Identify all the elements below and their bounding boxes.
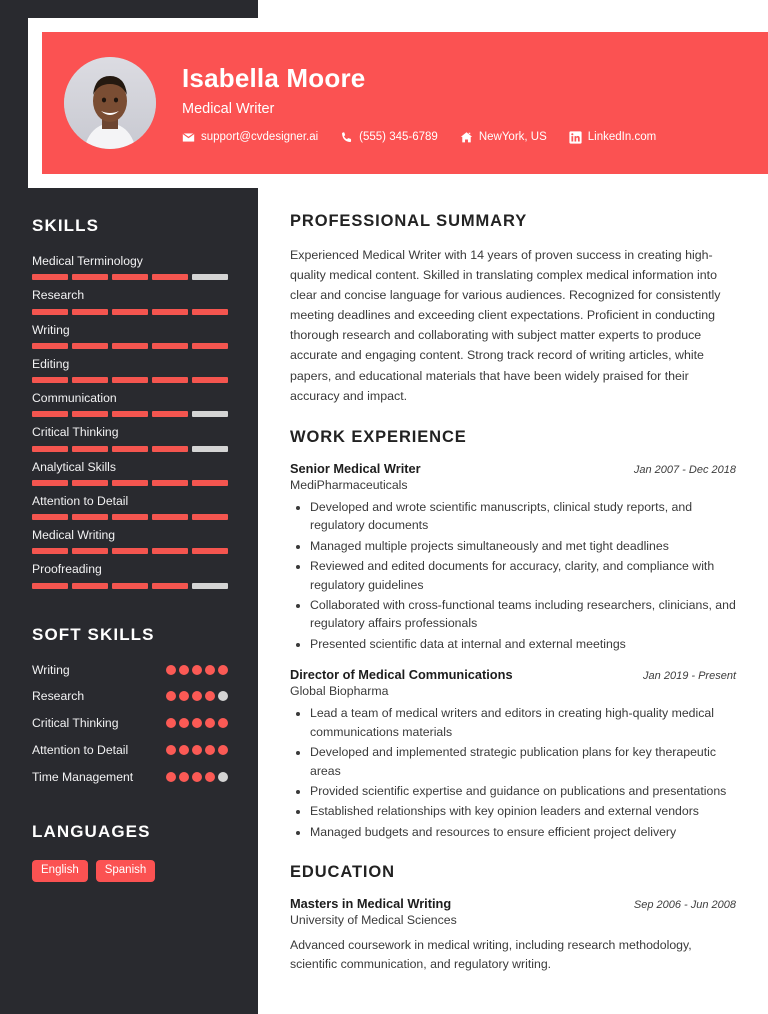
skill-segment <box>72 514 108 520</box>
skill-segment <box>192 377 228 383</box>
language-chip: English <box>32 860 88 882</box>
skill-segment <box>192 514 228 520</box>
rating-dot <box>205 718 215 728</box>
skill-segment <box>72 343 108 349</box>
soft-skill-label: Critical Thinking <box>32 716 119 731</box>
skill-segment <box>72 583 108 589</box>
rating-dot <box>205 665 215 675</box>
rating-dot <box>166 691 176 701</box>
skill-segment <box>192 480 228 486</box>
skill-segment <box>72 548 108 554</box>
job-bullet: • Managed multiple projects simultaneously and met tight deadlines <box>310 537 736 555</box>
education-entry-header <box>290 896 736 911</box>
soft-skill-row <box>32 663 228 679</box>
skill-level-bar <box>32 480 228 486</box>
rating-dot <box>218 745 228 755</box>
experience-heading: WORK EXPERIENCE <box>290 427 467 446</box>
skill-segment <box>112 480 148 486</box>
rating-dot <box>192 665 202 675</box>
job-bullet: • Developed and wrote scientific manuscripts, clinical study reports, and regulatory documents <box>310 498 736 535</box>
skill-row <box>32 357 228 383</box>
avatar <box>64 57 156 149</box>
skill-segment <box>32 446 68 452</box>
main-column <box>290 212 736 996</box>
job-organization: MediPharmaceuticals <box>290 477 408 492</box>
contact-location <box>460 131 547 144</box>
skill-segment <box>32 274 68 280</box>
skill-segment <box>192 548 228 554</box>
skills-heading: SKILLS <box>32 216 100 235</box>
person-photo-icon <box>64 57 156 149</box>
contact-phone-text: (555) 345-6789 <box>359 130 438 143</box>
summary-text: Experienced Medical Writer with 14 years of proven success in creating high-quality medical content. Skilled in translating complex medical information into clear and concise language for various audiences. Recognized for consistently meeting deadlines and exceeding client expectations. Proficient in conducting thorough research and collaborating with subject matter experts to produce accurate and engaging content. Strong track record of writing articles, white papers, and educational materials that have been widely praised for their accuracy and impact. <box>290 248 721 403</box>
skill-segment <box>192 583 228 589</box>
contact-list <box>182 131 678 144</box>
skill-row <box>32 562 228 588</box>
skill-level-bar <box>32 514 228 520</box>
degree-title: Masters in Medical Writing <box>290 896 452 912</box>
rating-dot <box>192 745 202 755</box>
job-bullet-list <box>290 498 736 654</box>
skill-segment <box>112 548 148 554</box>
skill-label: Analytical Skills <box>32 459 116 474</box>
skill-segment <box>32 480 68 486</box>
skill-level-bar <box>32 411 228 417</box>
skill-segment <box>112 309 148 315</box>
skill-label: Medical Writing <box>32 528 116 542</box>
header-frame <box>28 18 768 188</box>
job-title: Director of Medical Communications <box>290 667 513 683</box>
skill-segment <box>32 514 68 520</box>
soft-skill-row <box>32 689 228 705</box>
job-bullet: • Collaborated with cross-functional teams including researchers, clinicians, and regulatory affairs professionals <box>310 596 736 633</box>
skill-segment <box>32 548 68 554</box>
skill-segment <box>32 377 68 383</box>
skill-segment <box>112 343 148 349</box>
soft-skill-rating <box>166 663 228 675</box>
experience-entry <box>290 461 736 654</box>
skill-segment <box>72 274 108 280</box>
rating-dot <box>218 665 228 675</box>
rating-dot <box>192 691 202 701</box>
degree-date-range: Sep 2006 - Jun 2008 <box>633 899 736 912</box>
skill-label: Editing <box>32 356 70 371</box>
skill-segment <box>72 480 108 486</box>
education-description: Advanced coursework in medical writing, including research methodology, scientific communication, and regulatory writing. <box>290 938 692 972</box>
contact-linkedin-text: LinkedIn.com <box>587 130 657 143</box>
skill-segment <box>32 411 68 417</box>
skill-segment <box>152 446 188 452</box>
skill-segment <box>152 480 188 486</box>
skill-row <box>32 460 228 486</box>
rating-dot <box>218 772 228 782</box>
skill-segment <box>152 411 188 417</box>
rating-dot <box>179 772 189 782</box>
languages-heading: LANGUAGES <box>32 821 151 841</box>
education-heading: EDUCATION <box>290 863 395 882</box>
job-bullet: • Presented scientific data at internal and external meetings <box>310 635 736 653</box>
languages-list <box>32 860 228 882</box>
job-bullet: • Developed and implemented strategic publication plans for key therapeutic areas <box>310 743 736 780</box>
job-bullet: • Provided scientific expertise and guidance on publications and presentations <box>310 782 736 800</box>
job-bullet: • Reviewed and edited documents for accuracy, clarity, and compliance with regulatory guidelines <box>310 557 736 594</box>
skill-label: Communication <box>32 391 117 405</box>
skill-segment <box>32 343 68 349</box>
skill-segment <box>72 309 108 315</box>
skill-segment <box>152 514 188 520</box>
rating-dot <box>179 691 189 701</box>
skill-level-bar <box>32 377 228 383</box>
rating-dot <box>179 745 189 755</box>
skill-row <box>32 254 228 280</box>
job-bullet: • Lead a team of medical writers and editors in creating high-quality medical communications materials <box>310 704 736 741</box>
skill-segment <box>192 343 228 349</box>
skill-segment <box>72 411 108 417</box>
skill-segment <box>152 583 188 589</box>
skill-level-bar <box>32 583 228 589</box>
skill-row <box>32 391 228 417</box>
skill-segment <box>152 274 188 280</box>
soft-skill-rating <box>166 743 228 755</box>
rating-dot <box>166 665 176 675</box>
soft-skill-label: Attention to Detail <box>32 743 129 758</box>
soft-skill-label: Writing <box>32 662 70 677</box>
envelope-icon <box>182 131 195 144</box>
skill-level-bar <box>32 446 228 452</box>
skill-segment <box>72 446 108 452</box>
skill-segment <box>152 343 188 349</box>
rating-dot <box>179 665 189 675</box>
contact-email-text: support@cvdesigner.ai <box>201 130 319 143</box>
experience-entry-header <box>290 667 736 682</box>
skills-list <box>32 254 228 589</box>
contact-phone[interactable] <box>340 131 438 144</box>
rating-dot <box>205 772 215 782</box>
skill-segment <box>112 514 148 520</box>
candidate-role: Medical Writer <box>182 100 275 117</box>
skill-segment <box>192 274 228 280</box>
skill-label: Proofreading <box>32 562 102 577</box>
skill-row <box>32 528 228 554</box>
skill-label: Research <box>32 288 85 303</box>
skill-segment <box>152 309 188 315</box>
rating-dot <box>205 691 215 701</box>
skill-row <box>32 494 228 520</box>
soft-skills-list <box>32 663 228 786</box>
summary-section <box>290 212 736 406</box>
job-organization: Global Biopharma <box>290 684 389 699</box>
experience-entry <box>290 667 736 841</box>
linkedin-icon <box>569 131 582 144</box>
soft-skill-rating <box>166 689 228 701</box>
soft-skill-row <box>32 716 228 732</box>
education-section <box>290 863 736 974</box>
skill-segment <box>72 377 108 383</box>
skill-level-bar <box>32 343 228 349</box>
skill-level-bar <box>32 274 228 280</box>
rating-dot <box>166 718 176 728</box>
job-bullet: • Managed budgets and resources to ensure efficient project delivery <box>310 823 736 841</box>
rating-dot <box>205 745 215 755</box>
skill-level-bar <box>32 548 228 554</box>
institution-name: University of Medical Sciences <box>290 913 457 928</box>
rating-dot <box>218 718 228 728</box>
skill-row <box>32 323 228 349</box>
skill-level-bar <box>32 309 228 315</box>
candidate-name: Isabella Moore <box>182 63 366 94</box>
header-text-block <box>182 62 678 144</box>
soft-skills-heading: SOFT SKILLS <box>32 624 155 644</box>
skill-label: Attention to Detail <box>32 493 129 508</box>
skill-label: Medical Terminology <box>32 254 143 268</box>
contact-linkedin[interactable] <box>569 131 656 144</box>
rating-dot <box>166 772 176 782</box>
job-bullet-list <box>290 704 736 841</box>
soft-skill-row <box>32 743 228 759</box>
rating-dot <box>166 745 176 755</box>
language-chip: Spanish <box>96 860 156 882</box>
skill-segment <box>112 446 148 452</box>
skill-segment <box>112 274 148 280</box>
job-date-range: Jan 2019 - Present <box>643 670 736 683</box>
job-date-range: Jan 2007 - Dec 2018 <box>633 463 736 476</box>
contact-location-text: NewYork, US <box>478 130 547 143</box>
rating-dot <box>179 718 189 728</box>
skill-segment <box>32 583 68 589</box>
skill-label: Critical Thinking <box>32 425 119 440</box>
skill-segment <box>112 583 148 589</box>
soft-skill-rating <box>166 770 228 782</box>
contact-email[interactable] <box>182 131 318 144</box>
skill-segment <box>192 411 228 417</box>
experience-entry-header <box>290 461 736 476</box>
skill-segment <box>152 548 188 554</box>
skill-segment <box>152 377 188 383</box>
rating-dot <box>218 691 228 701</box>
header-band <box>42 32 768 174</box>
skill-segment <box>112 411 148 417</box>
soft-skill-label: Time Management <box>32 769 134 784</box>
education-list <box>290 896 736 974</box>
skill-label: Writing <box>32 322 70 337</box>
skill-segment <box>192 309 228 315</box>
skill-segment <box>32 309 68 315</box>
education-entry <box>290 896 736 974</box>
summary-heading: PROFESSIONAL SUMMARY <box>290 212 528 230</box>
soft-skill-row <box>32 770 228 786</box>
home-icon <box>460 131 473 144</box>
sidebar-content <box>0 196 258 882</box>
soft-skill-label: Research <box>32 689 85 704</box>
job-bullet: • Established relationships with key opinion leaders and external vendors <box>310 802 736 820</box>
phone-icon <box>340 131 353 144</box>
rating-dot <box>192 772 202 782</box>
experience-list <box>290 461 736 842</box>
rating-dot <box>192 718 202 728</box>
skill-row <box>32 425 228 451</box>
skill-segment <box>112 377 148 383</box>
job-title: Senior Medical Writer <box>290 460 421 476</box>
skill-row <box>32 288 228 314</box>
experience-section <box>290 428 736 842</box>
soft-skill-rating <box>166 716 228 728</box>
skill-segment <box>192 446 228 452</box>
